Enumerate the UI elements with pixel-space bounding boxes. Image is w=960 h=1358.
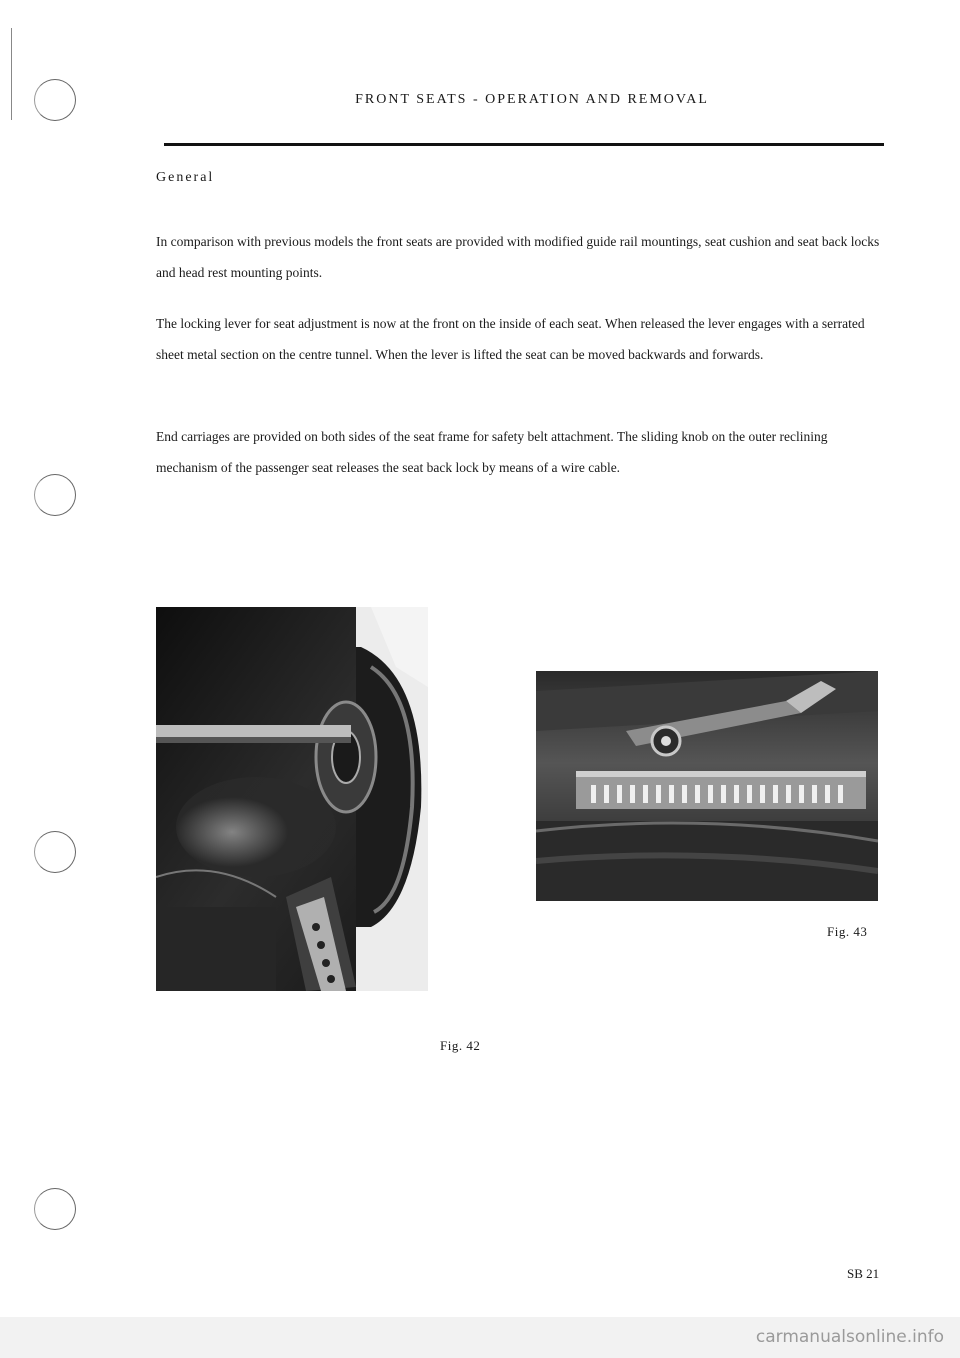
header-rule xyxy=(164,143,884,146)
paragraph-guide-rails: In comparison with previous models the front seats are provided with modified guide rail mountings, seat cushion and seat back locks and head rest mounting points. xyxy=(156,234,880,280)
binder-hole xyxy=(34,474,76,516)
section-heading: General xyxy=(156,170,215,185)
page-code: SB 21 xyxy=(847,1266,880,1281)
paragraph-end-carriages: End carriages are provided on both sides of the seat frame for safety belt attachment. The sliding knob on the outer reclining mechanism of the passenger seat releases the seat back lock by means of a wire cable. xyxy=(156,429,828,475)
figure-43-photo xyxy=(536,671,878,901)
figure-42-caption: Fig. 42 xyxy=(440,1038,481,1053)
figure-43-caption: Fig. 43 xyxy=(827,924,868,939)
paragraph-locking-lever: The locking lever for seat adjustment is now at the front on the inside of each seat. When released the lever engages with a serrated sheet metal section on the centre tunnel. When the lever is lifted the seat can be moved backwards and forwards. xyxy=(156,316,865,362)
binder-hole xyxy=(34,831,76,873)
figure-42-photo xyxy=(156,607,428,991)
watermark: carmanualsonline.info xyxy=(0,1317,960,1358)
binder-hole xyxy=(34,1188,76,1230)
page-title: FRONT SEATS - OPERATION AND REMOVAL xyxy=(355,92,709,107)
